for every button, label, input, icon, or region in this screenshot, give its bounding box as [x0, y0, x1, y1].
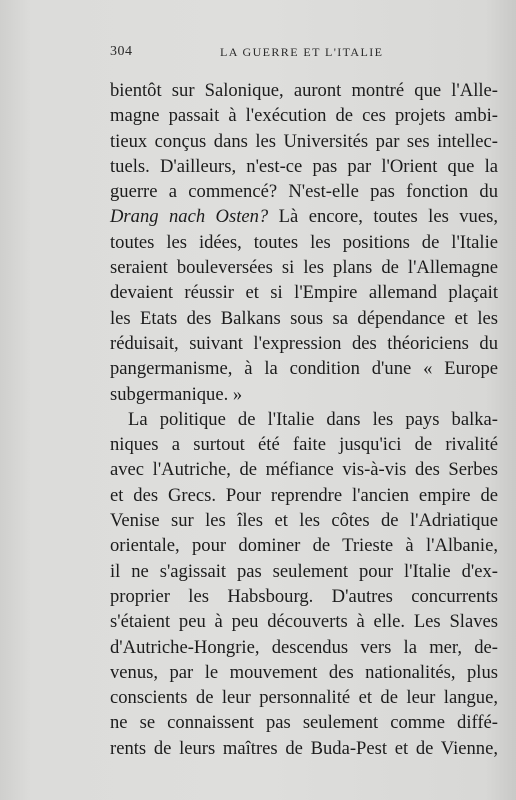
- text-line: rents de leurs maîtres de Buda-Pest et de Vienne,: [110, 737, 498, 759]
- text-line: réduisait, suivant l'expression des théoriciens du: [110, 332, 498, 354]
- text-line: bientôt sur Salonique, auront montré que l'Alle-: [110, 80, 498, 101]
- text-line: ne se connaissent pas seulement comme diffé-: [110, 712, 498, 734]
- text-line: La politique de l'Italie dans les pays balka-: [128, 408, 498, 430]
- text-line: toutes les idées, toutes les positions de l'Italie: [110, 231, 498, 253]
- text-line: subgermanique. »: [110, 383, 243, 405]
- text-line: il ne s'agissait pas seulement pour l'Italie d'ex-: [110, 560, 498, 582]
- text-line: seraient bouleversées si les plans de l'Allemagne: [110, 257, 498, 279]
- text-line: [110, 204, 498, 229]
- paragraph-1: [110, 78, 498, 407]
- text-line: guerre a commencé? N'est-elle pas fonction du: [110, 181, 498, 203]
- page-number: 304: [110, 44, 133, 59]
- text-line: pangermanisme, à la condition d'une « Europe: [110, 358, 498, 380]
- text-line: conscients de leur personnalité et de leur langue,: [110, 687, 498, 709]
- text-line: tuels. D'ailleurs, n'est-ce pas par l'Orient que la: [110, 155, 498, 177]
- running-title: LA GUERRE ET L'ITALIE: [220, 45, 384, 59]
- text-line: venus, par le mouvement des nationalités, plus: [110, 661, 498, 683]
- text-line: les Etats des Balkans sous sa dépendance et les: [110, 307, 498, 329]
- paragraph-2: [110, 407, 498, 761]
- body-text: [110, 78, 498, 761]
- italic-phrase: Drang nach Osten?: [110, 206, 269, 228]
- text-line-remainder: Là encore, toutes les vues,: [268, 206, 498, 228]
- page-header: [110, 44, 500, 64]
- text-line: s'étaient peu à peu découverts à elle. Les Slaves: [110, 611, 498, 633]
- text-line: Venise sur les îles et les côtes de l'Adriatique: [110, 510, 498, 532]
- text-line: orientale, pour dominer de Trieste à l'Albanie,: [110, 535, 498, 557]
- text-line: tieux conçus dans les Universités par ses intellec-: [110, 130, 498, 152]
- text-line: magne passait à l'exécution de ces projets ambi-: [110, 105, 498, 127]
- text-line: et des Grecs. Pour reprendre l'ancien empire de: [110, 484, 498, 506]
- text-line: proprier les Habsbourg. D'autres concurrents: [110, 585, 498, 607]
- text-line: devaient réussir et si l'Empire allemand plaçait: [110, 282, 498, 304]
- text-line: d'Autriche-Hongrie, descendus vers la mer, de-: [110, 636, 498, 658]
- text-line: niques a surtout été faite jusqu'ici de rivalité: [110, 434, 498, 456]
- text-line: avec l'Autriche, de méfiance vis-à-vis des Serbes: [110, 459, 498, 481]
